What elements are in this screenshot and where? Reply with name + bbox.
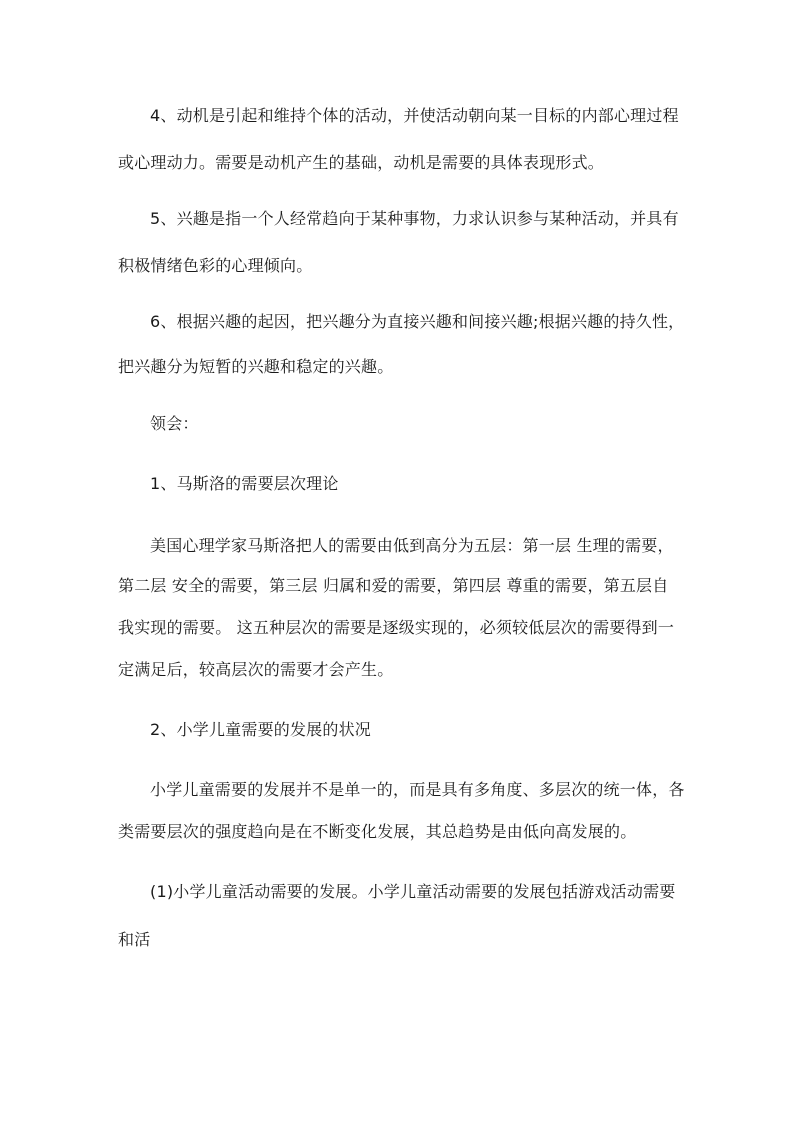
paragraph-line: 积极情绪色彩的心理倾向。	[118, 256, 313, 275]
section-heading: 领会：	[150, 414, 199, 433]
paragraph-line: 定满足后，较高层次的需要才会产生。	[118, 660, 394, 679]
paragraph-line: 和活	[118, 930, 151, 949]
paragraph-line: 4、动机是引起和维持个体的活动，并使活动朝向某一目标的内部心理过程	[150, 106, 679, 125]
subsection-heading: 2、小学儿童需要的发展的状况	[150, 720, 371, 739]
paragraph-line: 小学儿童需要的发展并不是单一的，而是具有多角度、多层次的统一体，各	[150, 780, 685, 799]
paragraph-line: 我实现的需要。 这五种层次的需要是逐级实现的，必须较低层次的需要得到一	[118, 618, 675, 637]
paragraph-line: 或心理动力。需要是动机产生的基础，动机是需要的具体表现形式。	[118, 153, 605, 172]
paragraph-line: 5、兴趣是指一个人经常趋向于某种事物，力求认识参与某种活动，并具有	[150, 209, 679, 228]
paragraph-line: 第二层 安全的需要，第三层 归属和爱的需要，第四层 尊重的需要，第五层自	[118, 576, 669, 595]
paragraph-line: 类需要层次的强度趋向是在不断变化发展，其总趋势是由低向高发展的。	[118, 822, 637, 841]
paragraph-line: 6、根据兴趣的起因，把兴趣分为直接兴趣和间接兴趣;根据兴趣的持久性，	[150, 312, 685, 331]
paragraph-line: 把兴趣分为短暂的兴趣和稳定的兴趣。	[118, 357, 394, 376]
subsection-heading: 1、马斯洛的需要层次理论	[150, 474, 339, 493]
paragraph-line: (1)小学儿童活动需要的发展。小学儿童活动需要的发展包括游戏活动需要	[150, 882, 676, 901]
paragraph-line: 美国心理学家马斯洛把人的需要由低到高分为五层：第一层 生理的需要，	[150, 536, 674, 555]
